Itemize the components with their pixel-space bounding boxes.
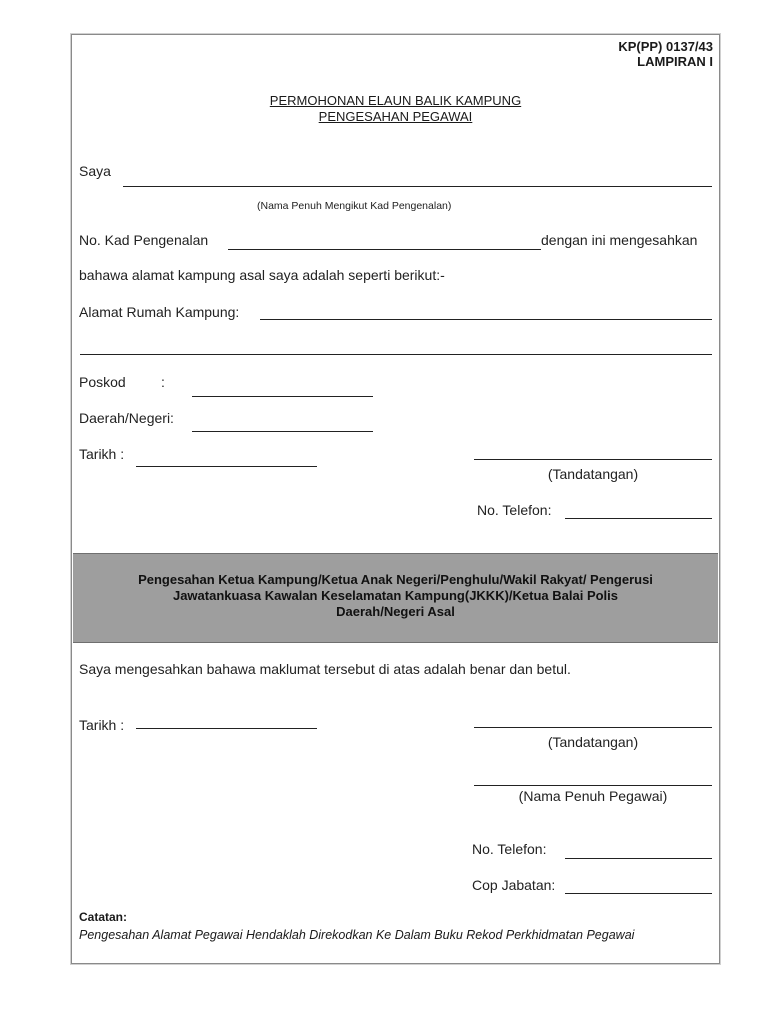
phone-label: No. Telefon: xyxy=(477,502,552,518)
verifier-phone-field[interactable] xyxy=(565,858,712,859)
signature-field[interactable] xyxy=(474,459,712,460)
address-field-2[interactable] xyxy=(80,354,712,355)
phone-field[interactable] xyxy=(565,518,712,519)
verifier-name-field[interactable] xyxy=(474,785,712,786)
signature-label: (Tandatangan) xyxy=(547,466,639,482)
daerah-label: Daerah/Negeri: xyxy=(79,410,174,426)
daerah-field[interactable] xyxy=(192,431,373,432)
verifier-name-label: (Nama Penuh Pegawai) xyxy=(518,788,668,804)
ic-suffix: dengan ini mengesahkan xyxy=(541,232,698,248)
verifier-tarikh-field[interactable] xyxy=(136,728,317,729)
poskod-label: Poskod xyxy=(79,374,126,390)
note-title: Catatan: xyxy=(79,910,128,924)
verifier-signature-field[interactable] xyxy=(474,727,712,728)
name-hint: (Nama Penuh Mengikut Kad Pengenalan) xyxy=(257,200,452,212)
name-field[interactable] xyxy=(123,186,712,187)
ic-label: No. Kad Pengenalan xyxy=(79,232,209,248)
form-title: PERMOHONAN ELAUN BALIK KAMPUNG xyxy=(269,93,522,108)
form-subtitle: PENGESAHAN PEGAWAI xyxy=(318,109,473,124)
form-sheet xyxy=(71,34,720,964)
tarikh-label: Tarikh : xyxy=(79,446,125,462)
verifier-signature-label: (Tandatangan) xyxy=(547,734,639,750)
verifier-phone-label: No. Telefon: xyxy=(472,841,547,857)
address-field-1[interactable] xyxy=(260,319,712,320)
saya-label: Saya xyxy=(79,163,111,179)
band-line-2: Jawatankuasa Kawalan Keselamatan Kampung(JKKK)/Ketua Balai Polis xyxy=(172,588,619,603)
band-line-1: Pengesahan Ketua Kampung/Ketua Anak Negeri/Penghulu/Wakil Rakyat/ Pengerusi xyxy=(138,572,653,587)
verifier-tarikh-label: Tarikh : xyxy=(79,717,125,733)
stamp-label: Cop Jabatan: xyxy=(472,877,556,893)
tarikh-field[interactable] xyxy=(136,466,317,467)
stamp-field[interactable] xyxy=(565,893,712,894)
band-line-3: Daerah/Negeri Asal xyxy=(336,604,455,619)
ic-field[interactable] xyxy=(228,249,541,250)
verifier-statement: Saya mengesahkan bahawa maklumat tersebut di atas adalah benar dan betul. xyxy=(79,661,571,677)
poskod-colon: : xyxy=(161,374,165,390)
poskod-field[interactable] xyxy=(192,396,373,397)
note-text: Pengesahan Alamat Pegawai Hendaklah Direkodkan Ke Dalam Buku Rekod Perkhidmatan Pegawai xyxy=(79,928,635,942)
address-label: Alamat Rumah Kampung: xyxy=(79,304,240,320)
verification-header-band xyxy=(73,553,718,643)
appendix-label: LAMPIRAN I xyxy=(637,54,713,69)
ref-code: KP(PP) 0137/43 xyxy=(618,39,713,54)
address-statement: bahawa alamat kampung asal saya adalah seperti berikut:- xyxy=(79,267,445,283)
